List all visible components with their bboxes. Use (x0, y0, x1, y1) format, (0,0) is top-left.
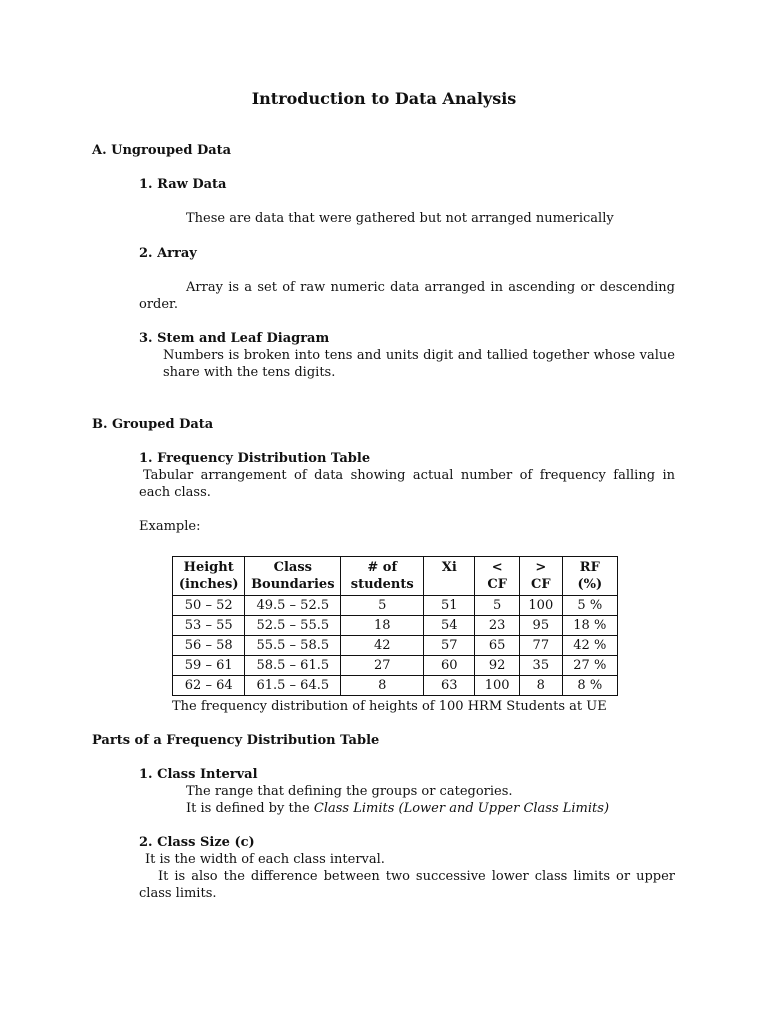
class-size-line2: It is also the difference between two successive lower class limits or upper class limits. (139, 869, 675, 901)
header-students: # of students (341, 557, 424, 596)
cell-less-cf: 23 (475, 616, 520, 636)
array-text: Array is a set of raw numeric data arranged in ascending or descending order. (139, 280, 675, 312)
array-heading: 2. Array (139, 246, 197, 261)
header-rf: RF (%) (562, 557, 617, 596)
cell-rf: 42 % (562, 636, 617, 656)
section-a-heading: A. Ungrouped Data (92, 143, 232, 158)
cell-less-cf: 5 (475, 596, 520, 616)
table-row (173, 676, 618, 696)
table-row (173, 616, 618, 636)
class-size-line1: It is the width of each class interval. (145, 852, 385, 867)
class-size-heading: 2. Class Size (c) (139, 835, 255, 850)
header-greater-cf: > CF (520, 557, 563, 596)
table-header-row (173, 557, 618, 596)
class-interval-line1: The range that defining the groups or categories. (186, 784, 513, 799)
cell-xi: 51 (424, 596, 475, 616)
cell-xi: 63 (424, 676, 475, 696)
class-interval-heading: 1. Class Interval (139, 767, 258, 782)
cell-height: 62 – 64 (173, 676, 245, 696)
cell-students: 18 (341, 616, 424, 636)
cell-greater-cf: 77 (520, 636, 563, 656)
cell-greater-cf: 35 (520, 656, 563, 676)
page-title: Introduction to Data Analysis (251, 89, 517, 108)
cell-xi: 54 (424, 616, 475, 636)
cell-students: 27 (341, 656, 424, 676)
raw-data-heading: 1. Raw Data (139, 177, 227, 192)
cell-rf: 5 % (562, 596, 617, 616)
header-less-cf: < CF (475, 557, 520, 596)
class-interval-line2 (186, 800, 609, 817)
cell-rf: 27 % (562, 656, 617, 676)
parts-heading: Parts of a Frequency Distribution Table (92, 733, 380, 748)
cell-boundaries: 55.5 – 58.5 (245, 636, 341, 656)
header-class-boundaries: Class Boundaries (245, 557, 341, 596)
cell-less-cf: 65 (475, 636, 520, 656)
fdt-heading: 1. Frequency Distribution Table (139, 451, 371, 466)
stem-leaf-text: Numbers is broken into tens and units digit and tallied together whose value share with the tens digits. (163, 348, 675, 380)
cell-greater-cf: 8 (520, 676, 563, 696)
cell-height: 56 – 58 (173, 636, 245, 656)
cell-students: 5 (341, 596, 424, 616)
class-limits-italic: Class Limits (Lower and Upper Class Limits) (313, 801, 610, 816)
cell-rf: 8 % (562, 676, 617, 696)
cell-students: 42 (341, 636, 424, 656)
cell-height: 53 – 55 (173, 616, 245, 636)
class-interval-line2-text: It is defined by the (186, 801, 314, 816)
cell-height: 50 – 52 (173, 596, 245, 616)
table-row (173, 656, 618, 676)
cell-less-cf: 92 (475, 656, 520, 676)
cell-boundaries: 61.5 – 64.5 (245, 676, 341, 696)
cell-boundaries: 49.5 – 52.5 (245, 596, 341, 616)
cell-less-cf: 100 (475, 676, 520, 696)
frequency-distribution-table (172, 556, 618, 696)
cell-height: 59 – 61 (173, 656, 245, 676)
header-xi: Xi (424, 557, 475, 596)
header-height: Height (inches) (173, 557, 245, 596)
section-b-heading: B. Grouped Data (92, 417, 214, 432)
table-row (173, 636, 618, 656)
stem-leaf-heading: 3. Stem and Leaf Diagram (139, 331, 330, 346)
fdt-text: Tabular arrangement of data showing actual number of frequency falling in each class. (139, 468, 675, 500)
cell-boundaries: 52.5 – 55.5 (245, 616, 341, 636)
example-label: Example: (139, 519, 201, 534)
cell-greater-cf: 100 (520, 596, 563, 616)
raw-data-text: These are data that were gathered but not arranged numerically (186, 211, 614, 226)
cell-greater-cf: 95 (520, 616, 563, 636)
table-row (173, 596, 618, 616)
cell-xi: 57 (424, 636, 475, 656)
table-caption: The frequency distribution of heights of 100 HRM Students at UE (172, 699, 607, 714)
cell-xi: 60 (424, 656, 475, 676)
cell-students: 8 (341, 676, 424, 696)
cell-boundaries: 58.5 – 61.5 (245, 656, 341, 676)
cell-rf: 18 % (562, 616, 617, 636)
